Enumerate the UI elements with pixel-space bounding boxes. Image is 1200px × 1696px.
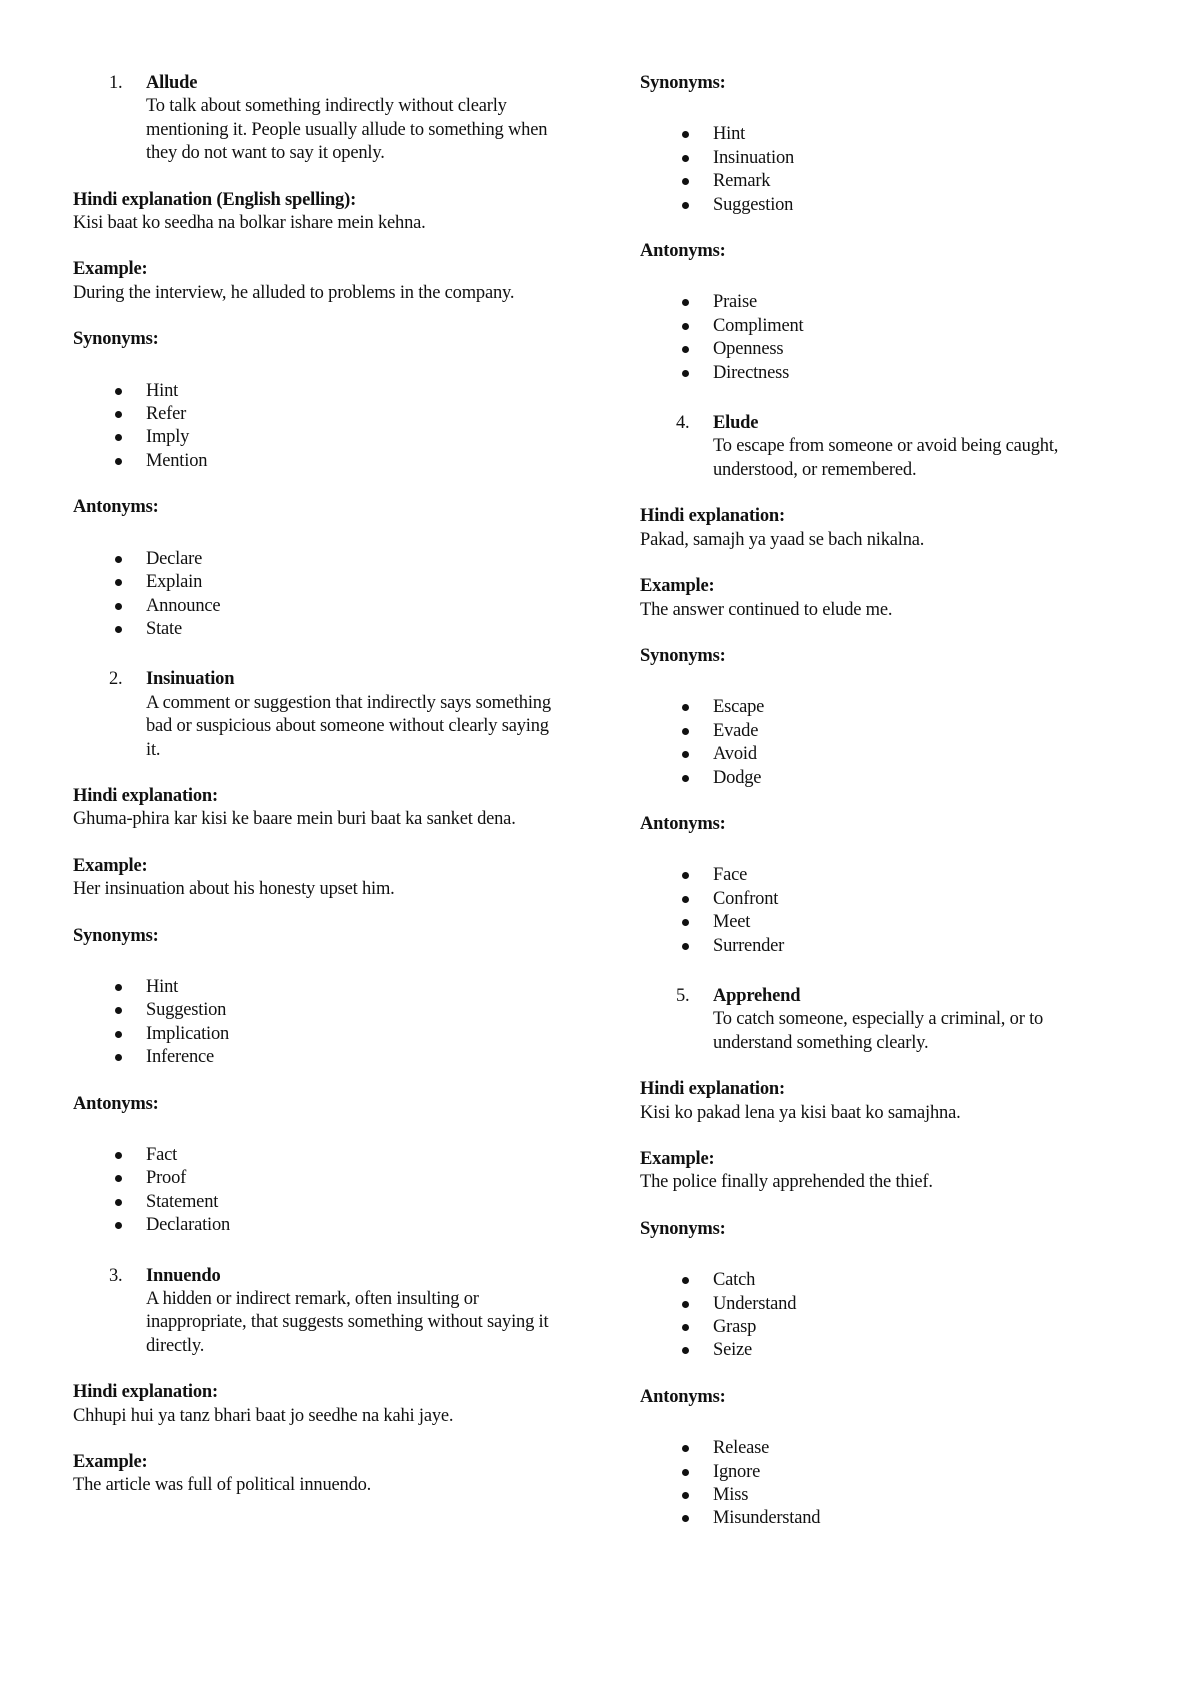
bullet-icon <box>682 202 689 209</box>
synonym-text: Catch <box>713 1270 756 1291</box>
synonym-text: Implication <box>146 1023 230 1044</box>
antonyms-list <box>73 1144 563 1238</box>
antonym-item <box>640 1461 1120 1484</box>
word-number: 4. <box>676 413 690 434</box>
hindi-explanation: Ghuma-phira kar kisi ke baare mein buri baat ka sanket dena. <box>73 809 516 830</box>
antonym-item <box>73 571 563 594</box>
synonyms-heading: Synonyms: <box>640 73 726 93</box>
antonym-text: Declare <box>146 548 203 569</box>
bullet-icon <box>682 943 689 950</box>
synonym-text: Remark <box>713 171 771 192</box>
bullet-icon <box>115 1175 122 1182</box>
antonym-item <box>640 338 1120 361</box>
bullet-icon <box>682 775 689 782</box>
bullet-icon <box>682 1492 689 1499</box>
synonym-item <box>640 1293 1120 1316</box>
antonym-item <box>640 935 1120 958</box>
bullet-icon <box>115 579 122 586</box>
antonyms-list <box>640 864 1120 958</box>
antonyms-heading: Antonyms: <box>73 497 159 518</box>
bullet-icon <box>682 919 689 926</box>
synonym-text: Understand <box>713 1293 797 1314</box>
word-title: Elude <box>713 413 759 434</box>
example-heading: Example: <box>73 259 148 280</box>
bullet-icon <box>682 131 689 138</box>
antonym-text: Surrender <box>713 935 785 956</box>
antonym-text: Miss <box>713 1485 749 1506</box>
synonym-text: Seize <box>713 1340 753 1361</box>
hindi-explanation: Pakad, samajh ya yaad se bach nikalna. <box>640 529 925 550</box>
antonyms-heading: Antonyms: <box>73 1093 159 1114</box>
antonym-text: Proof <box>146 1168 187 1189</box>
synonym-text: Evade <box>713 720 759 741</box>
antonyms-heading: Antonyms: <box>640 813 726 834</box>
synonyms-heading: Synonyms: <box>640 1218 726 1239</box>
synonyms-heading: Synonyms: <box>73 925 159 946</box>
synonym-item <box>640 720 1120 743</box>
bullet-icon <box>682 346 689 353</box>
word-number: 1. <box>109 73 123 93</box>
word-title: Apprehend <box>713 985 801 1006</box>
synonym-item <box>73 426 563 449</box>
hindi-explanation: Chhupi hui ya tanz bhari baat jo seedhe na kahi jaye. <box>73 1405 454 1426</box>
word-entry-elude <box>640 412 1120 482</box>
word-number: 5. <box>676 985 690 1006</box>
antonym-item <box>640 1507 1120 1530</box>
antonym-item <box>73 548 563 571</box>
bullet-icon <box>682 1324 689 1331</box>
synonym-text: Suggestion <box>146 1000 227 1021</box>
antonym-text: Compliment <box>713 315 804 336</box>
synonym-text: Insinuation <box>713 147 795 168</box>
synonym-item <box>73 1023 563 1046</box>
antonym-item <box>640 911 1120 934</box>
example-text: During the interview, he alluded to problems in the company. <box>73 282 515 303</box>
synonym-text: Hint <box>146 976 179 997</box>
example-heading: Example: <box>640 1149 715 1169</box>
hindi-heading: Hindi explanation: <box>640 506 785 527</box>
synonym-text: Inference <box>146 1047 215 1068</box>
bullet-icon <box>115 626 122 633</box>
bullet-icon <box>682 155 689 162</box>
antonym-item <box>640 1484 1120 1507</box>
hindi-heading: Hindi explanation: <box>73 785 218 806</box>
bullet-icon <box>682 1277 689 1284</box>
example-text: The article was full of political innuendo. <box>73 1475 372 1496</box>
bullet-icon <box>682 1445 689 1452</box>
bullet-icon <box>115 603 122 610</box>
synonym-item <box>73 380 563 403</box>
antonym-text: Openness <box>713 339 784 360</box>
synonyms-list <box>640 1269 1120 1363</box>
synonym-item <box>640 1339 1120 1362</box>
example-text: The answer continued to elude me. <box>640 599 893 620</box>
synonyms-list <box>640 123 1120 217</box>
synonym-text: Hint <box>713 124 746 145</box>
word-definition: A hidden or indirect remark, often insulting or inappropriate, that suggests something without saying it directly. <box>146 1289 549 1356</box>
synonym-item <box>73 403 563 426</box>
synonym-item <box>640 170 1120 193</box>
antonym-text: State <box>146 618 182 639</box>
antonym-text: Fact <box>146 1145 178 1165</box>
synonym-text: Refer <box>146 404 187 425</box>
hindi-heading: Hindi explanation: <box>640 1079 785 1100</box>
antonym-text: Announce <box>146 595 221 616</box>
bullet-icon <box>682 178 689 185</box>
bullet-icon <box>115 556 122 563</box>
synonym-item <box>73 450 563 473</box>
antonyms-list <box>640 291 1120 385</box>
bullet-icon <box>115 458 122 465</box>
synonym-item <box>640 1269 1120 1292</box>
antonym-item <box>73 1214 563 1237</box>
word-definition: To catch someone, especially a criminal, or to understand something clearly. <box>713 1009 1044 1053</box>
bullet-icon <box>115 388 122 395</box>
bullet-icon <box>682 896 689 903</box>
example-heading: Example: <box>73 1452 148 1473</box>
bullet-icon <box>115 1222 122 1229</box>
antonym-item <box>73 1167 563 1190</box>
synonyms-list <box>73 380 563 474</box>
antonym-text: Misunderstand <box>713 1508 821 1529</box>
antonym-text: Release <box>713 1438 770 1459</box>
bullet-icon <box>682 323 689 330</box>
bullet-icon <box>115 984 122 991</box>
bullet-icon <box>115 1031 122 1038</box>
bullet-icon <box>682 751 689 758</box>
antonym-text: Meet <box>713 912 751 933</box>
antonym-item <box>73 1144 563 1167</box>
synonym-text: Suggestion <box>713 194 794 215</box>
bullet-icon <box>115 434 122 441</box>
synonym-item <box>640 123 1120 146</box>
synonym-text: Grasp <box>713 1317 757 1338</box>
synonym-item <box>73 976 563 999</box>
synonym-text: Avoid <box>713 744 757 765</box>
example-heading: Example: <box>640 576 715 597</box>
synonym-item <box>640 194 1120 217</box>
synonym-text: Mention <box>146 450 208 471</box>
example-text: Her insinuation about his honesty upset him. <box>73 879 395 900</box>
antonym-item <box>73 595 563 618</box>
antonym-item <box>640 291 1120 314</box>
example-heading: Example: <box>73 855 148 876</box>
word-entry-innuendo <box>73 1265 563 1359</box>
word-definition: To talk about something indirectly without clearly mentioning it. People usually allude to something when they do not want to say it openly. <box>146 96 548 164</box>
antonym-item <box>640 888 1120 911</box>
antonym-item <box>73 618 563 641</box>
antonym-item <box>640 362 1120 385</box>
bullet-icon <box>682 872 689 879</box>
bullet-icon <box>682 728 689 735</box>
antonym-item <box>73 1191 563 1214</box>
synonym-item <box>73 999 563 1022</box>
antonym-text: Confront <box>713 888 779 909</box>
antonym-text: Ignore <box>713 1461 761 1482</box>
hindi-explanation: Kisi ko pakad lena ya kisi baat ko samajhna. <box>640 1102 961 1123</box>
bullet-icon <box>682 1301 689 1308</box>
bullet-icon <box>682 299 689 306</box>
antonym-text: Statement <box>146 1191 219 1212</box>
synonyms-heading: Synonyms: <box>640 645 726 666</box>
synonym-text: Imply <box>146 427 190 448</box>
word-entry-allude <box>73 72 563 166</box>
synonym-item <box>73 1046 563 1069</box>
bullet-icon <box>682 1515 689 1522</box>
synonym-text: Escape <box>713 697 765 718</box>
bullet-icon <box>115 1007 122 1014</box>
antonym-text: Declaration <box>146 1215 231 1236</box>
bullet-icon <box>115 1199 122 1206</box>
antonyms-heading: Antonyms: <box>640 241 726 262</box>
synonym-text: Dodge <box>713 767 762 788</box>
bullet-icon <box>115 1152 122 1159</box>
hindi-heading: Hindi explanation: <box>73 1382 218 1403</box>
hindi-explanation: Kisi baat ko seedha na bolkar ishare mein kehna. <box>73 213 426 234</box>
synonym-item <box>640 767 1120 790</box>
example-text: The police finally apprehended the thief. <box>640 1172 933 1193</box>
antonym-text: Explain <box>146 572 203 593</box>
synonym-item <box>640 1316 1120 1339</box>
bullet-icon <box>682 370 689 377</box>
bullet-icon <box>682 1469 689 1476</box>
synonym-item <box>640 743 1120 766</box>
antonym-item <box>640 315 1120 338</box>
antonyms-list <box>640 1437 1120 1531</box>
word-entry-apprehend <box>640 985 1120 1055</box>
right-column <box>640 72 1120 1531</box>
bullet-icon <box>682 1347 689 1354</box>
hindi-heading: Hindi explanation (English spelling): <box>73 189 357 210</box>
synonym-item <box>640 696 1120 719</box>
synonyms-heading: Synonyms: <box>73 329 159 350</box>
antonyms-list <box>73 548 563 642</box>
word-definition: To escape from someone or avoid being caught, understood, or remembered. <box>713 436 1059 480</box>
left-column <box>73 72 563 1498</box>
synonyms-list <box>73 976 563 1070</box>
antonym-item <box>640 864 1120 887</box>
synonyms-list <box>640 696 1120 790</box>
bullet-icon <box>115 411 122 418</box>
word-number: 3. <box>109 1265 123 1286</box>
antonym-text: Praise <box>713 292 758 313</box>
word-number: 2. <box>109 669 123 690</box>
word-title: Innuendo <box>146 1265 221 1286</box>
antonym-text: Directness <box>713 362 790 383</box>
bullet-icon <box>682 704 689 711</box>
antonym-item <box>640 1437 1120 1460</box>
word-definition: A comment or suggestion that indirectly says something bad or suspicious about someone without clearly saying it. <box>146 692 551 760</box>
synonym-text: Hint <box>146 380 179 401</box>
antonym-text: Face <box>713 865 748 886</box>
bullet-icon <box>115 1054 122 1061</box>
word-title: Allude <box>146 73 198 93</box>
antonyms-heading: Antonyms: <box>640 1386 726 1407</box>
synonym-item <box>640 147 1120 170</box>
word-title: Insinuation <box>146 669 235 690</box>
word-entry-insinuation <box>73 668 563 762</box>
